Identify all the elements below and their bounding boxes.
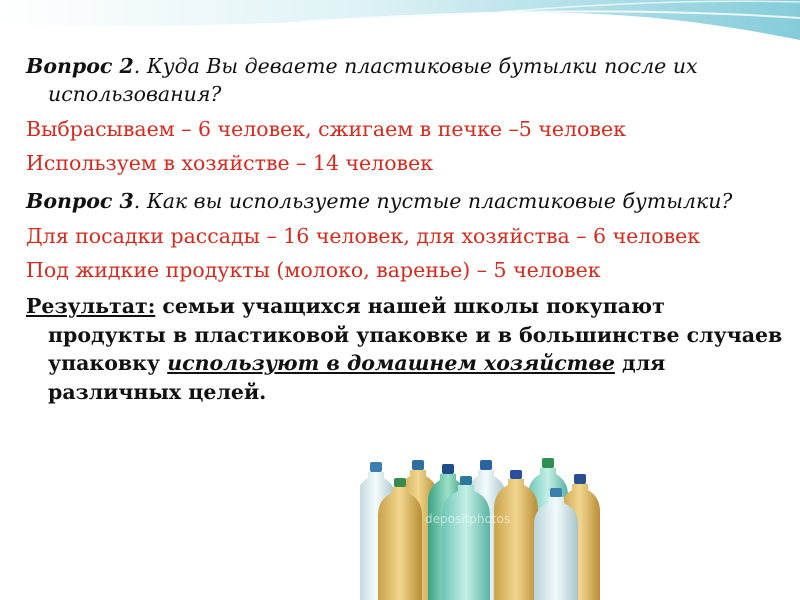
question-2-text: . Куда Вы деваете пластиковые бутылки после их использования?: [48, 54, 698, 106]
result-text-1: семьи учащихся нашей школы покупают продукты в пластиковой упаковке и в большинстве случаев упаковку: [48, 294, 783, 375]
answer-2-line-2: Используем в хозяйстве – 14 человек: [26, 151, 434, 175]
result-emphasis: используют в домашнем хозяйстве: [167, 351, 615, 375]
question-3-text: . Как вы используете пустые пластиковые бутылки?: [133, 189, 733, 213]
question-2: [26, 52, 786, 108]
plastic-bottles-image: [360, 458, 608, 600]
header-wave-decoration: [0, 0, 800, 60]
result-text-2: для различных целей.: [48, 351, 666, 404]
answer-3-line-2: Под жидкие продукты (молоко, варенье) – 5 человек: [26, 258, 601, 282]
slide-content: [26, 52, 786, 406]
answer-2-line-1: Выбрасываем – 6 человек, сжигаем в печке –5 человек: [26, 117, 626, 141]
answer-3-line-1: Для посадки рассады – 16 человек, для хозяйства – 6 человек: [26, 224, 701, 248]
question-3-label: Вопрос 3: [26, 189, 134, 213]
question-2-label: Вопрос 2: [26, 54, 134, 78]
question-3: [26, 187, 786, 215]
result-label: Результат:: [26, 294, 156, 318]
result-paragraph: [26, 292, 786, 406]
image-watermark: depositphotos: [425, 512, 511, 526]
